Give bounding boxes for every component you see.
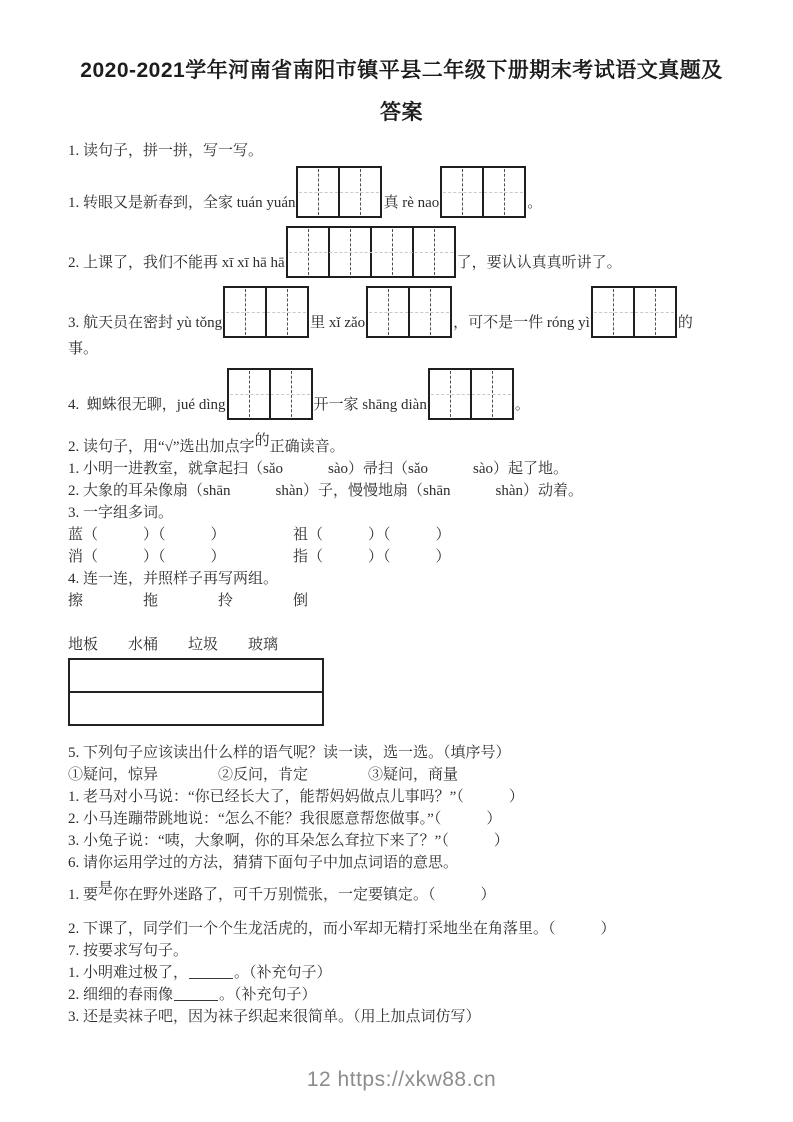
superscript-char: 是 [98, 881, 114, 897]
text-run: ①疑问，惊异 ②反问，肯定 ③疑问，商量 [68, 767, 459, 783]
q2-header [68, 433, 735, 458]
text-run: ，可不是一件 róng yì [453, 315, 590, 331]
write-cell [269, 370, 311, 418]
text-run: 2. 小马连蹦带跳地说：“怎么不能？我很愿意帮您做事。”（ ） [68, 811, 502, 827]
q7-item1 [68, 962, 735, 984]
q7-item2 [68, 984, 735, 1006]
write-cell [370, 228, 412, 276]
write-cell [442, 168, 482, 216]
write-cell [482, 168, 524, 216]
write-cell [229, 370, 269, 418]
pinyin-write-box [366, 286, 452, 338]
text-run: 3. 还是卖袜子吧，因为袜子织起来很简单。（用上加点词仿写） [68, 1009, 481, 1025]
pinyin-write-box [296, 166, 382, 218]
q5-item3 [68, 830, 735, 852]
text-run: 2. 细细的春雨像 [68, 987, 174, 1003]
page-title [68, 54, 735, 130]
pinyin-write-box [440, 166, 526, 218]
pinyin-write-box [286, 226, 456, 278]
text-run: 1. 小明难过极了， [68, 965, 189, 981]
q1-header [68, 140, 735, 162]
text-run: 事。 [68, 341, 99, 357]
write-cell [412, 228, 454, 276]
text-run: 地板 水桶 垃圾 玻璃 [68, 637, 279, 653]
q3-row1 [68, 524, 735, 546]
write-cell [470, 370, 512, 418]
blank-underline [189, 964, 233, 979]
text-run: 。（补充句子） [234, 965, 332, 981]
text-run: 。（补充句子） [219, 987, 317, 1003]
q1-item3-cont [68, 338, 735, 360]
write-cell [408, 288, 450, 336]
q6-header [68, 852, 735, 874]
text-run: 4. 蜘蛛很无聊，jué dìng [68, 397, 226, 413]
q1-item2 [68, 226, 735, 278]
write-cell [298, 168, 338, 216]
text-run: 开一家 shāng diàn [313, 397, 427, 413]
answer-write-box [68, 658, 324, 726]
pinyin-write-box [227, 368, 313, 420]
text-run: 3. 小兔子说：“咦，大象啊，你的耳朵怎么耷拉下来了？”（ ） [68, 833, 509, 849]
write-cell [338, 168, 380, 216]
q2-item2 [68, 480, 735, 502]
text-run: 擦 拖 拎 倒 [68, 593, 309, 609]
write-cell [368, 288, 408, 336]
text-run: 2. 上课了，我们不能再 xī xī hā hā [68, 255, 285, 271]
pinyin-write-box [591, 286, 677, 338]
text-run: 1. 要 [68, 887, 99, 903]
title-line-2: 答案 [380, 101, 423, 124]
title-line-1: 2020-2021学年河南省南阳市镇平县二年级下册期末考试语文真题及 [80, 59, 723, 82]
text-run: 里 xǐ zǎo [310, 315, 366, 331]
write-cell [225, 288, 265, 336]
text-run: 的 [677, 315, 693, 331]
q1-item4 [68, 368, 735, 420]
text-run: 4. 连一连，并照样子再写两组。 [68, 571, 279, 587]
q7-item3 [68, 1006, 735, 1028]
write-cell [593, 288, 633, 336]
answer-write-row [70, 660, 322, 691]
text-run: 1. 小明一进教室，就拿起扫（sǎo sào）帚扫（sǎo sào）起了地。 [68, 461, 568, 477]
text-run: 正确读音。 [269, 439, 345, 455]
q6-item2 [68, 918, 735, 940]
text-run: 。 [527, 195, 543, 211]
text-run: 。 [514, 397, 530, 413]
text-run: 1. 老马对小马说：“你已经长大了，能帮妈妈做点儿事吗？”（ ） [68, 789, 524, 805]
q3-header [68, 502, 735, 524]
q5-header [68, 742, 735, 764]
superscript-char: 的 [254, 433, 270, 449]
q7-header [68, 940, 735, 962]
write-cell [265, 288, 307, 336]
pinyin-write-box [428, 368, 514, 420]
q1-item1 [68, 166, 735, 218]
exam-body [68, 140, 735, 1028]
q4-objects-row [68, 634, 735, 656]
text-run: 2. 读句子，用“√”选出加点字 [68, 439, 255, 455]
q6-item1 [68, 881, 735, 906]
text-run: 蓝（ ）（ ） 祖（ ）（ ） [68, 527, 451, 543]
q2-item1 [68, 458, 735, 480]
q1-item3 [68, 286, 735, 338]
page-footer: 12 https://xkw88.cn [306, 1068, 497, 1091]
text-run: 了，要认认真真听讲了。 [456, 255, 622, 271]
write-cell [328, 228, 370, 276]
q3-row2 [68, 546, 735, 568]
text-run: 3. 航天员在密封 yù tǒng [68, 315, 223, 331]
write-cell [430, 370, 470, 418]
text-run: 1. 读句子，拼一拼，写一写。 [68, 143, 264, 159]
text-run: 真 rè nao [383, 195, 440, 211]
blank-underline [174, 986, 218, 1001]
pinyin-write-box [223, 286, 309, 338]
text-run: 你在野外迷路了，可千万别慌张，一定要镇定。（ ） [113, 887, 496, 903]
text-run: 2. 下课了，同学们一个个生龙活虎的，而小军却无精打采地坐在角落里。（ ） [68, 921, 616, 937]
text-run: 消（ ）（ ） 指（ ）（ ） [68, 549, 451, 565]
text-run: 1. 转眼又是新春到，全家 tuán yuán [68, 195, 296, 211]
answer-write-row [70, 691, 322, 724]
text-run: 7. 按要求写句子。 [68, 943, 189, 959]
q5-item1 [68, 786, 735, 808]
text-run: 3. 一字组多词。 [68, 505, 174, 521]
q4-header [68, 568, 735, 590]
write-cell [633, 288, 675, 336]
q5-item2 [68, 808, 735, 830]
q5-options [68, 764, 735, 786]
text-run: 5. 下列句子应该读出什么样的语气呢？读一读，选一选。（填序号） [68, 745, 511, 761]
q4-verbs-row [68, 590, 735, 612]
write-cell [288, 228, 328, 276]
text-run: 2. 大象的耳朵像扇（shān shàn）子，慢慢地扇（shān shàn）动着。 [68, 483, 583, 499]
text-run: 6. 请你运用学过的方法，猜猜下面句子中加点词语的意思。 [68, 855, 459, 871]
